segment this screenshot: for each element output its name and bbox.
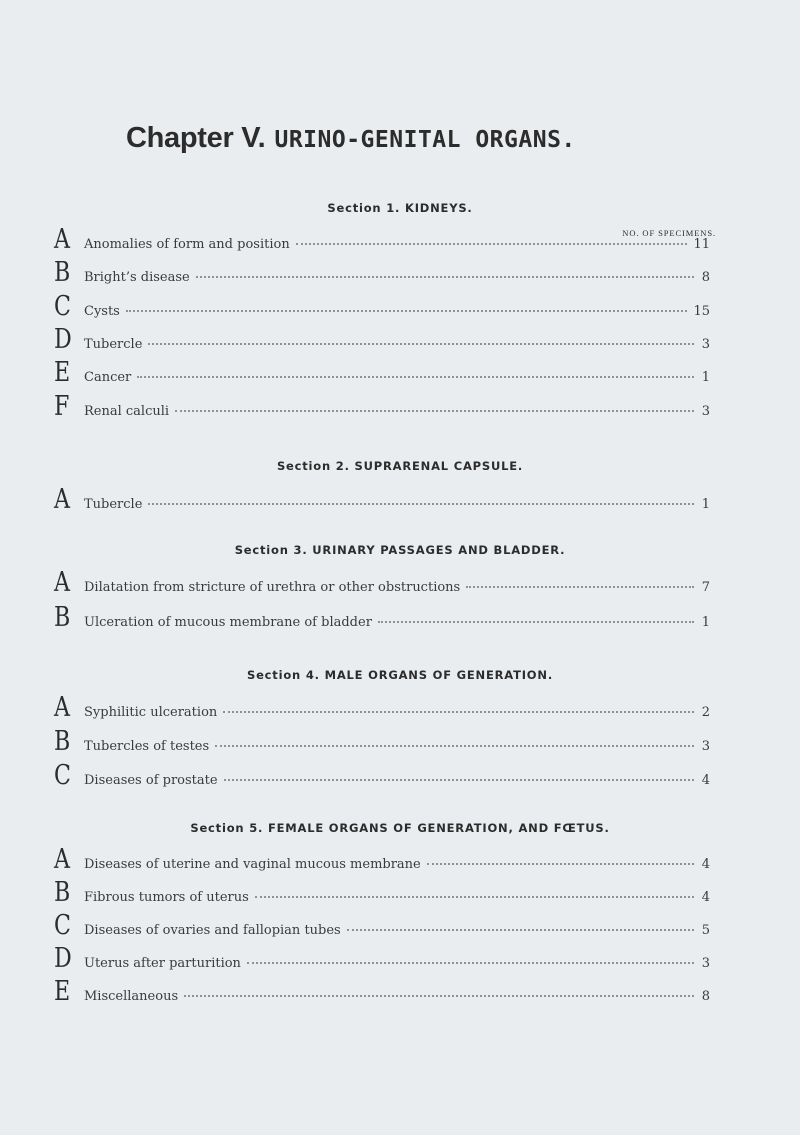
entry-row <box>54 292 710 322</box>
entry-letter: A <box>54 567 70 598</box>
specimen-count: 11 <box>693 237 710 252</box>
dot-leader <box>466 586 694 588</box>
dot-leader <box>126 310 688 312</box>
dot-leader <box>378 621 694 623</box>
specimen-count: 4 <box>701 857 710 872</box>
entry-letter: E <box>54 976 71 1007</box>
dot-leader <box>223 711 694 713</box>
dot-leader <box>255 896 694 898</box>
specimen-count: 4 <box>701 890 710 905</box>
dot-leader <box>175 410 694 412</box>
entry-row <box>54 603 710 633</box>
section-heading-3: Section 3. URINARY PASSAGES AND BLADDER. <box>234 543 566 557</box>
dot-leader <box>296 243 688 245</box>
entry-label: Renal calculi <box>84 404 170 419</box>
section-heading-2: Section 2. SUPRARENAL CAPSULE. <box>276 459 524 473</box>
entry-row <box>54 358 710 388</box>
entry-label: Tubercle <box>84 497 143 512</box>
specimen-count: 15 <box>693 304 710 319</box>
entry-row <box>54 392 710 422</box>
dot-leader <box>347 929 694 931</box>
dot-leader <box>184 995 694 997</box>
specimen-count: 3 <box>701 739 710 754</box>
entry-row <box>54 325 710 355</box>
specimen-count: 1 <box>701 370 710 385</box>
entry-label: Tubercle <box>84 337 143 352</box>
entry-letter: C <box>54 910 71 941</box>
dot-leader <box>148 503 694 505</box>
entry-row <box>54 878 710 908</box>
dot-leader <box>215 745 694 747</box>
entry-letter: B <box>54 877 71 908</box>
entry-row <box>54 845 710 875</box>
specimen-count: 4 <box>701 773 710 788</box>
entry-row <box>54 944 710 974</box>
chapter-heading <box>126 122 576 155</box>
entry-letter: D <box>54 943 72 974</box>
column-header: NO. OF SPECIMENS. <box>622 228 716 238</box>
entry-letter: E <box>54 357 71 388</box>
entry-letter: A <box>54 844 70 875</box>
entry-label: Dilatation from stricture of urethra or other obstructions <box>84 580 461 595</box>
specimen-count: 1 <box>701 615 710 630</box>
entry-letter: A <box>54 484 70 515</box>
entry-label: Miscellaneous <box>84 989 179 1004</box>
entry-label: Anomalies of form and position <box>84 237 290 252</box>
entry-letter: A <box>54 692 70 723</box>
entry-letter: F <box>54 391 70 422</box>
entry-label: Cysts <box>84 304 120 319</box>
dot-leader <box>137 376 694 378</box>
section-heading-1: Section 1. KIDNEYS. <box>327 201 473 215</box>
entry-label: Tubercles of testes <box>84 739 210 754</box>
dot-leader <box>427 863 694 865</box>
entry-row <box>54 225 710 255</box>
specimen-count: 3 <box>701 404 710 419</box>
entry-label: Fibrous tumors of uterus <box>84 890 249 905</box>
entry-label: Diseases of prostate <box>84 773 218 788</box>
dot-leader <box>247 962 694 964</box>
entry-row <box>54 727 710 757</box>
entry-row <box>54 911 710 941</box>
entry-letter: C <box>54 291 71 322</box>
section-heading-5: Section 5. FEMALE ORGANS OF GENERATION, AND FŒTUS. <box>190 821 610 835</box>
entry-letter: C <box>54 760 71 791</box>
entry-label: Diseases of ovaries and fallopian tubes <box>84 923 341 938</box>
specimen-count: 3 <box>701 956 710 971</box>
specimen-count: 5 <box>701 923 710 938</box>
dot-leader <box>224 779 694 781</box>
entry-row <box>54 761 710 791</box>
entry-row <box>54 568 710 598</box>
entry-label: Cancer <box>84 370 132 385</box>
entry-label: Uterus after parturition <box>84 956 241 971</box>
entry-label: Syphilitic ulceration <box>84 705 218 720</box>
entry-row <box>54 258 710 288</box>
entry-letter: A <box>54 224 70 255</box>
specimen-count: 2 <box>701 705 710 720</box>
entry-letter: D <box>54 324 72 355</box>
entry-letter: B <box>54 257 71 288</box>
specimen-count: 8 <box>701 270 710 285</box>
dot-leader <box>148 343 694 345</box>
entry-label: Ulceration of mucous membrane of bladder <box>84 615 372 630</box>
specimen-count: 8 <box>701 989 710 1004</box>
entry-row <box>54 977 710 1007</box>
entry-row <box>54 485 710 515</box>
section-heading-4: Section 4. MALE ORGANS OF GENERATION. <box>247 668 553 682</box>
specimen-count: 1 <box>701 497 710 512</box>
entry-letter: B <box>54 602 71 633</box>
entry-label: Diseases of uterine and vaginal mucous membrane <box>84 857 421 872</box>
entry-label: Bright’s disease <box>84 270 190 285</box>
specimen-count: 7 <box>701 580 710 595</box>
chapter-title: URINO-GENITAL ORGANS. <box>274 127 576 153</box>
dot-leader <box>196 276 694 278</box>
entry-letter: B <box>54 726 71 757</box>
specimen-count: 3 <box>701 337 710 352</box>
chapter-number: Chapter V. <box>126 122 266 154</box>
entry-row <box>54 693 710 723</box>
